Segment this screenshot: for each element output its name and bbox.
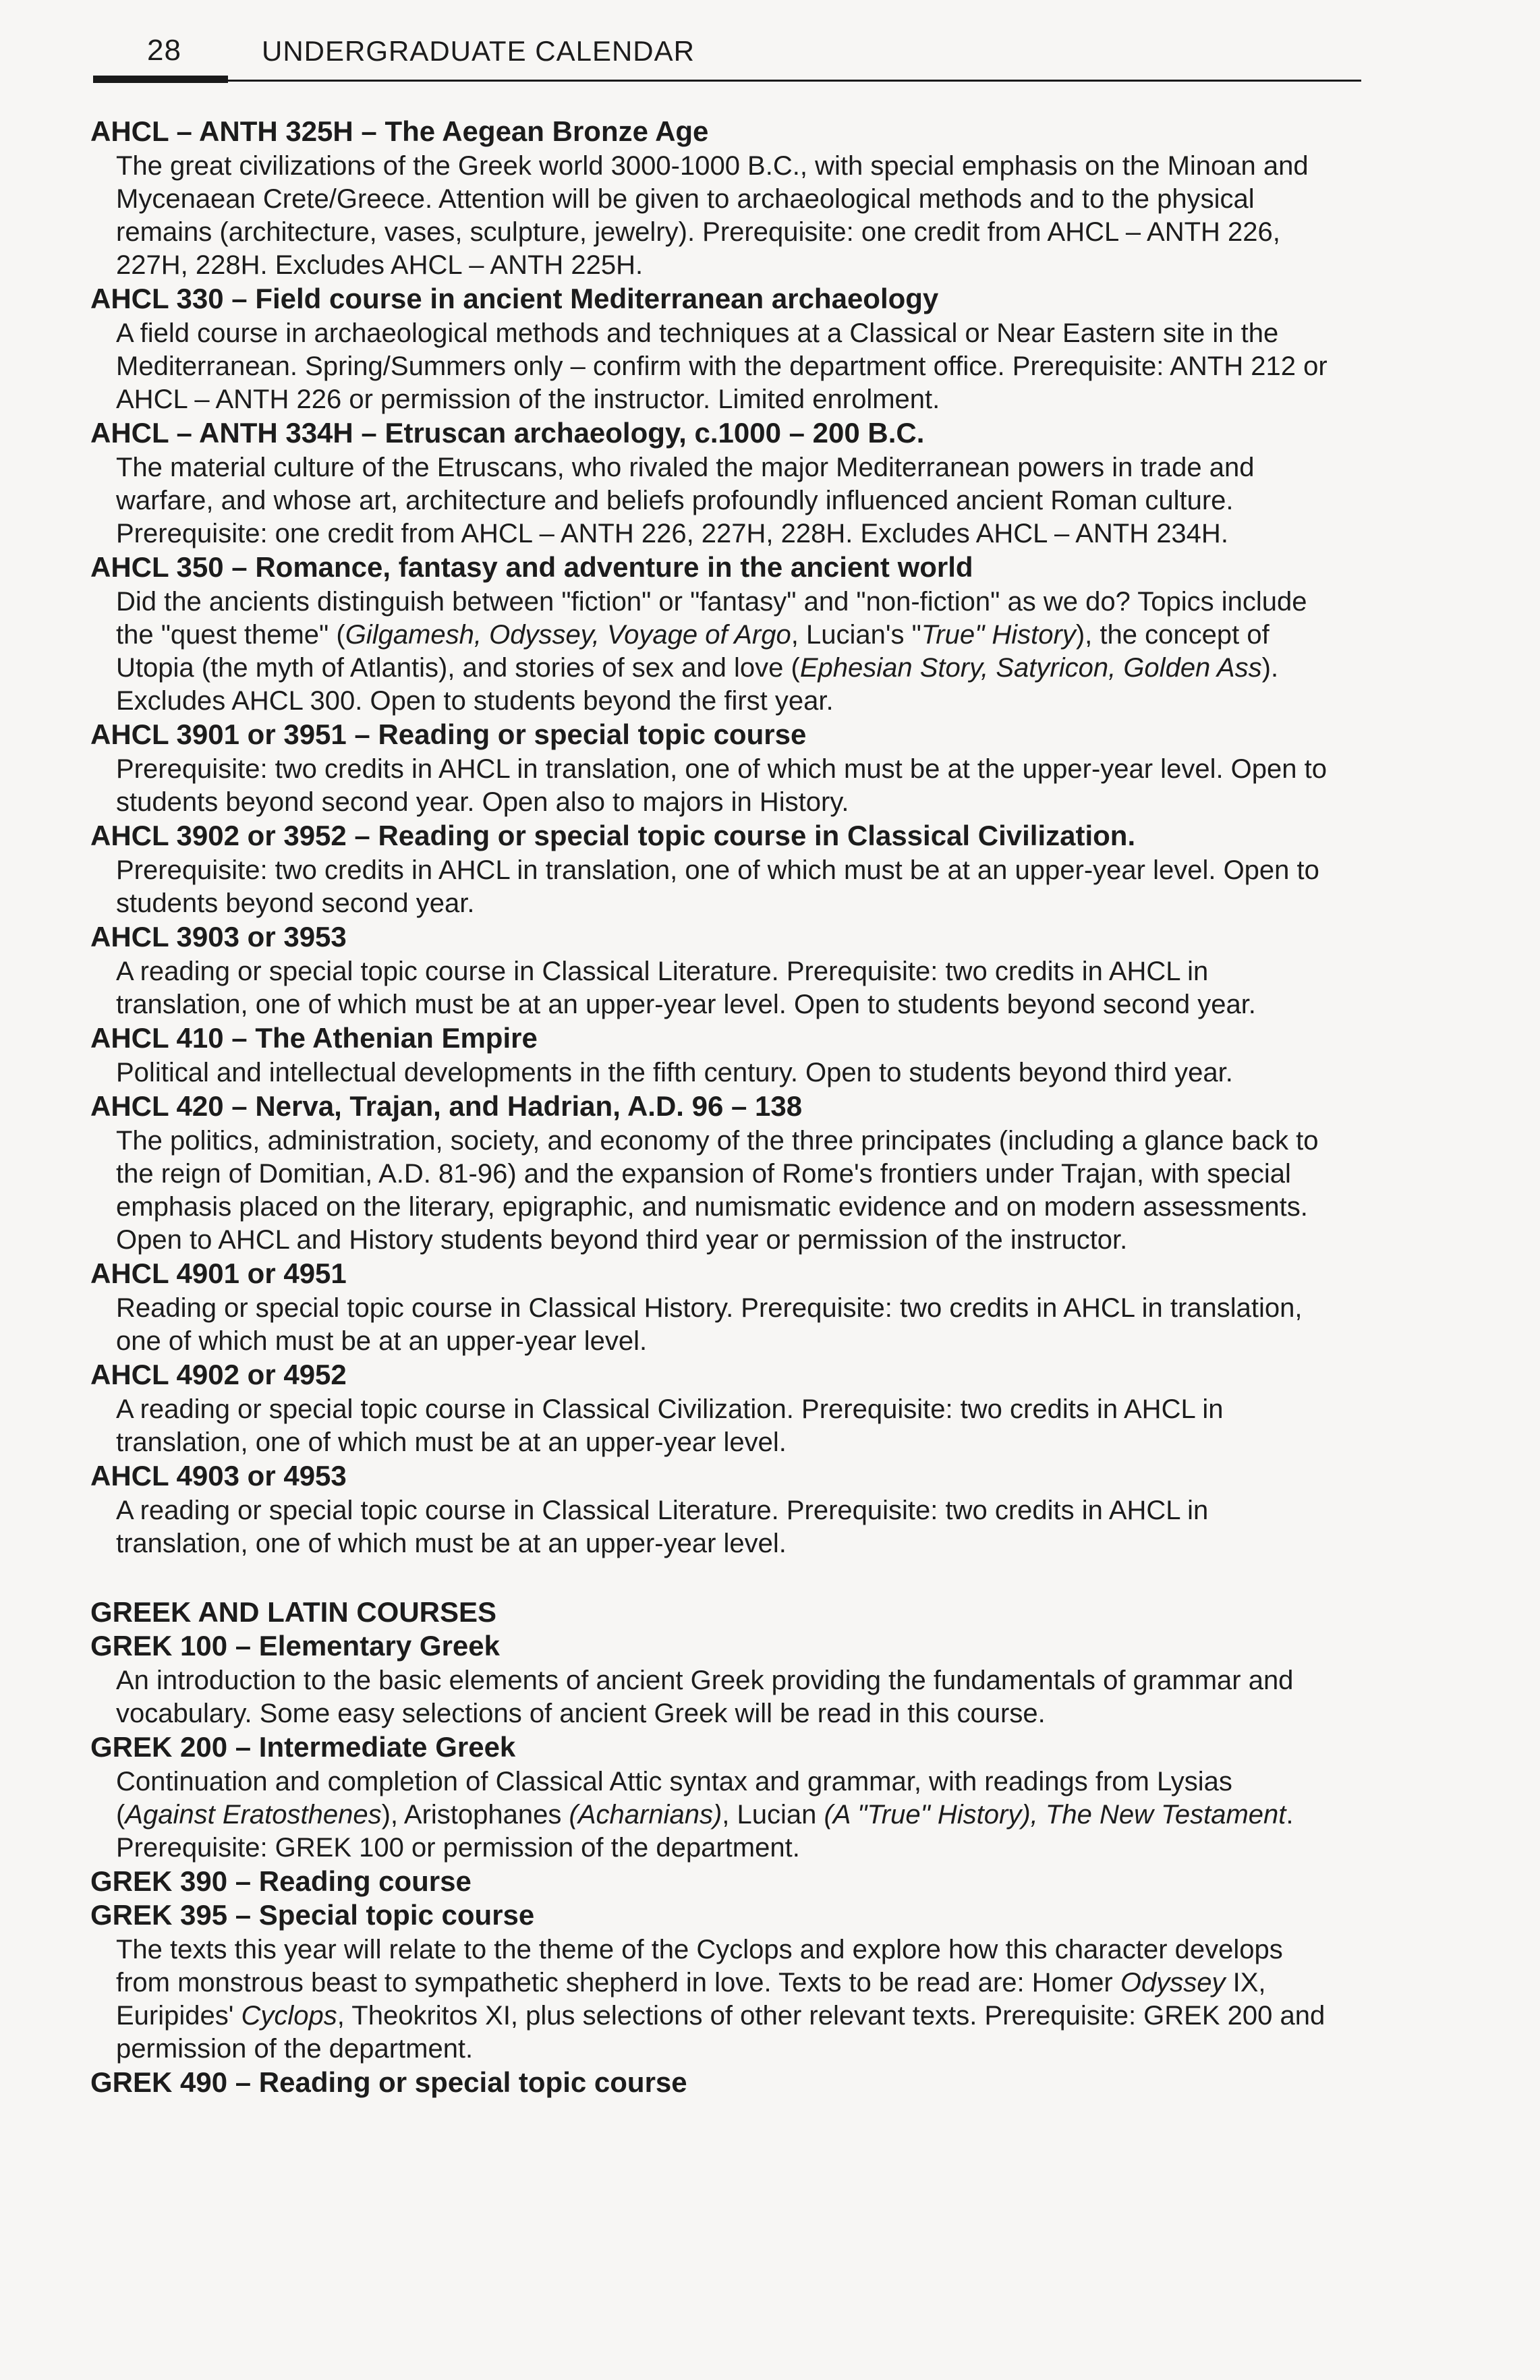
- course-description: The material culture of the Etruscans, who rivaled the major Mediterranean powers in trade and warfare, and whose art, architecture and beliefs profoundly influenced ancient Roman culture. Prerequisite: one credit from AHCL – ANTH 226, 227H, 228H. Excludes AHCL – ANTH 234H.: [116, 453, 1255, 548]
- course-title: AHCL 4903 or 4953: [90, 1460, 347, 1492]
- course-title: GREK 100 – Elementary Greek: [90, 1630, 500, 1662]
- course-entry: [90, 282, 1345, 416]
- desc-text: , Theokritos XI, plus selections of other relevant texts. Prerequisite: GREK 200 and permission of the department.: [116, 2001, 1325, 2064]
- desc-italic: Cyclops: [241, 2001, 337, 2031]
- course-entry: [90, 1257, 1345, 1358]
- course-title: GREK 395 – Special topic course: [90, 1899, 535, 1931]
- course-description: [116, 586, 1345, 718]
- course-description: The great civilizations of the Greek world 3000-1000 B.C., with special emphasis on the Minoan and Mycenaean Crete/Greece. Attention will be given to archaeological methods and to the physical remains (architecture, vases, sculpture, jewelry). Prerequisite: one credit from AHCL – ANTH 226, 227H, 228H. Excludes AHCL – ANTH 225H.: [116, 151, 1309, 280]
- course-title: AHCL 350 – Romance, fantasy and adventure in the ancient world: [90, 551, 973, 583]
- desc-italic: (Acharnians): [569, 1800, 722, 1830]
- course-description: Political and intellectual developments in the fifth century. Open to students beyond third year.: [116, 1058, 1233, 1087]
- course-description: A reading or special topic course in Classical Civilization. Prerequisite: two credits in AHCL in translation, one of which must be at an upper-year level.: [116, 1394, 1224, 1457]
- course-title: GREK 390 – Reading course: [90, 1865, 472, 1897]
- course-description: [116, 1933, 1345, 2066]
- desc-text: IX, Euripides': [116, 1968, 1266, 2031]
- course-entry: [90, 1089, 1345, 1257]
- desc-text: The texts this year will relate to the theme of the Cyclops and explore how this character develops from monstrous beast to sympathetic shepherd in love. Texts to be read are: Homer: [116, 1935, 1283, 1998]
- running-title: UNDERGRADUATE CALENDAR: [262, 35, 695, 67]
- desc-italic: Odyssey: [1120, 1968, 1226, 1998]
- course-entry: [90, 718, 1345, 819]
- course-title: AHCL 410 – The Athenian Empire: [90, 1022, 538, 1054]
- course-description: The politics, administration, society, and economy of the three principates (including a glance back to the reign of Domitian, A.D. 81-96) and the expansion of Rome's frontiers under Trajan, with special emphasis placed on the literary, epigraphic, and numismatic evidence and on modern assessments. Open to AHCL and History students beyond third year or permission of the instructor.: [116, 1126, 1319, 1255]
- desc-text: ), Aristophanes: [381, 1800, 569, 1830]
- course-title: AHCL 4901 or 4951: [90, 1257, 347, 1289]
- section-heading: GREEK AND LATIN COURSES: [90, 1596, 497, 1628]
- course-entry: [90, 1459, 1345, 1560]
- desc-italic: (A "True" History), The New Testament: [824, 1800, 1286, 1830]
- course-title: AHCL 3902 or 3952 – Reading or special topic course in Classical Civilization.: [90, 820, 1136, 851]
- course-description: A reading or special topic course in Classical Literature. Prerequisite: two credits in AHCL in translation, one of which must be at an upper-year level. Open to students beyond second year.: [116, 957, 1256, 1019]
- header-rule: [228, 80, 1361, 82]
- desc-italic: Gilgamesh, Odyssey, Voyage of Argo: [345, 620, 791, 650]
- course-title: AHCL 4902 or 4952: [90, 1359, 347, 1390]
- desc-text: Continuation and completion of Classical Attic syntax and grammar, with readings from Lysias (: [116, 1767, 1232, 1830]
- desc-text: , Lucian: [722, 1800, 824, 1830]
- course-description: Reading or special topic course in Classical History. Prerequisite: two credits in AHCL in translation, one of which must be at an upper-year level.: [116, 1293, 1303, 1356]
- desc-text: Did the ancients distinguish between "fiction" or "fantasy" and "non-fiction" as we do? Topics include the "quest theme" (: [116, 587, 1307, 650]
- course-entry: [90, 1358, 1345, 1459]
- course-entry: [90, 1730, 1345, 1865]
- course-entry: [90, 1629, 1345, 1730]
- course-description: Prerequisite: two credits in AHCL in translation, one of which must be at the upper-year level. Open to students beyond second year. Open also to majors in History.: [116, 754, 1327, 817]
- course-description: An introduction to the basic elements of ancient Greek providing the fundamentals of grammar and vocabulary. Some easy selections of ancient Greek will be read in this course.: [116, 1666, 1294, 1728]
- course-description: Prerequisite: two credits in AHCL in translation, one of which must be at an upper-year level. Open to students beyond second year.: [116, 855, 1319, 918]
- course-entry: [90, 920, 1345, 1021]
- desc-italic: Against Eratosthenes: [125, 1800, 382, 1830]
- course-entry: [90, 1021, 1345, 1089]
- page-number: 28: [147, 34, 181, 67]
- desc-text: ), the concept of Utopia (the myth of Atlantis), and stories of sex and love (: [116, 620, 1270, 683]
- calendar-content: [90, 115, 1345, 2099]
- course-title: AHCL 330 – Field course in ancient Mediterranean archaeology: [90, 283, 939, 314]
- course-entry: [90, 416, 1345, 550]
- desc-text: . Prerequisite: GREK 100 or permission of the department.: [116, 1800, 1294, 1863]
- course-entry: [90, 1865, 1345, 1898]
- course-entry: [90, 115, 1345, 282]
- course-entry: [90, 1898, 1345, 2066]
- course-title: AHCL – ANTH 334H – Etruscan archaeology, c.1000 – 200 B.C.: [90, 417, 925, 449]
- course-entry: [90, 819, 1345, 920]
- desc-text: ). Excludes AHCL 300. Open to students beyond the first year.: [116, 653, 1279, 716]
- course-description: A field course in archaeological methods and techniques at a Classical or Near Eastern site in the Mediterranean. Spring/Summers only – confirm with the department office. Prerequisite: ANTH 212 or AHCL – ANTH 226 or permission of the instructor. Limited enrolment.: [116, 318, 1328, 414]
- course-title: AHCL 420 – Nerva, Trajan, and Hadrian, A.D. 96 – 138: [90, 1090, 803, 1122]
- course-title: GREK 490 – Reading or special topic course: [90, 2066, 687, 2098]
- course-title: AHCL – ANTH 325H – The Aegean Bronze Age: [90, 115, 709, 147]
- course-description: A reading or special topic course in Classical Literature. Prerequisite: two credits in AHCL in translation, one of which must be at an upper-year level.: [116, 1496, 1209, 1558]
- desc-text: , Lucian's ": [791, 620, 921, 650]
- course-description: [116, 1765, 1345, 1865]
- header-rule-thick: [93, 76, 228, 83]
- course-entry: [90, 2066, 1345, 2099]
- page-header: [93, 34, 1348, 88]
- course-title: AHCL 3903 or 3953: [90, 921, 347, 953]
- course-entry: [90, 550, 1345, 718]
- desc-italic: True" History: [921, 620, 1076, 650]
- desc-italic: Ephesian Story, Satyricon, Golden Ass: [799, 653, 1262, 683]
- course-title: AHCL 3901 or 3951 – Reading or special topic course: [90, 718, 807, 750]
- course-title: GREK 200 – Intermediate Greek: [90, 1731, 516, 1763]
